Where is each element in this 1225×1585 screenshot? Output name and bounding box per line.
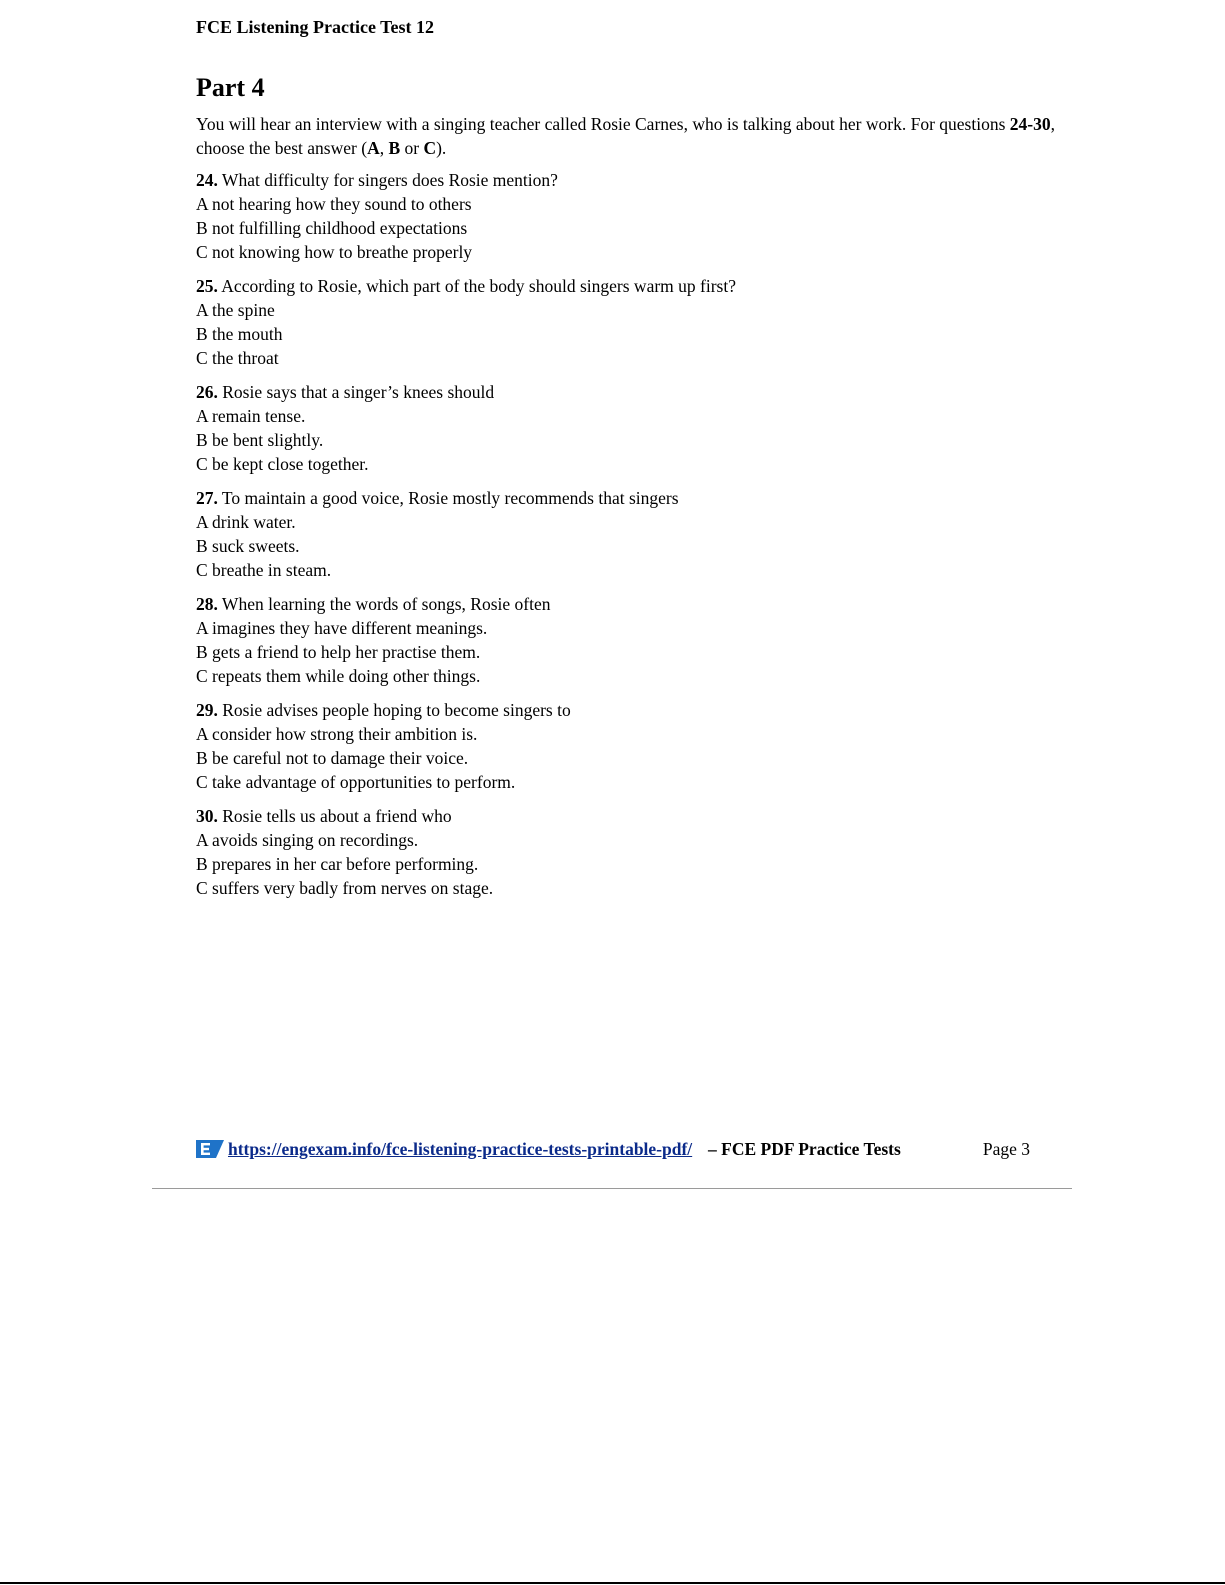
question-text: According to Rosie, which part of the body should singers warm up first? [217, 276, 736, 296]
question-text: When learning the words of songs, Rosie often [217, 594, 551, 614]
question-25 [196, 274, 1056, 370]
page-bottom-edge [0, 1582, 1225, 1584]
intro-separator-1: , [379, 138, 389, 158]
question-text: To maintain a good voice, Rosie mostly recommends that singers [217, 488, 679, 508]
option-a: A remain tense. [196, 406, 306, 426]
intro-question-range: 24-30 [1009, 114, 1051, 134]
intro-option-a: A [367, 138, 380, 158]
part-title: Part 4 [196, 73, 265, 102]
document-header-title: FCE Listening Practice Test 12 [196, 17, 434, 37]
option-c: C suffers very badly from nerves on stage. [196, 878, 494, 898]
question-27 [196, 486, 1056, 582]
intro-text-1: You will hear an interview with a singing teacher called Rosie Carnes, who is talking about her work. For questions [196, 114, 1010, 134]
intro-text-2: , choose the best answer ( [196, 114, 1055, 158]
footer-tagline: – FCE PDF Practice Tests [708, 1139, 901, 1159]
option-c: C repeats them while doing other things. [196, 666, 481, 686]
engexam-logo-icon [196, 1140, 224, 1158]
question-number: 28. [196, 594, 218, 614]
question-text: What difficulty for singers does Rosie mention? [217, 170, 558, 190]
page-number: Page 3 [982, 1139, 1030, 1159]
option-b: B prepares in her car before performing. [196, 854, 479, 874]
page-divider [152, 1188, 1072, 1189]
option-b: B gets a friend to help her practise them. [196, 642, 481, 662]
footer-link[interactable]: https://engexam.info/fce-listening-practice-tests-printable-pdf/ [228, 1139, 693, 1159]
option-c: C not knowing how to breathe properly [196, 242, 473, 262]
option-a: A drink water. [196, 512, 296, 532]
intro-separator-2: or [400, 138, 424, 158]
option-b: B the mouth [196, 324, 283, 344]
option-b: B be bent slightly. [196, 430, 324, 450]
option-a: A imagines they have different meanings. [196, 618, 488, 638]
question-number: 27. [196, 488, 218, 508]
part-intro [196, 112, 1056, 160]
option-a: A consider how strong their ambition is. [196, 724, 478, 744]
question-number: 25. [196, 276, 218, 296]
question-number: 29. [196, 700, 218, 720]
intro-option-b: B [388, 138, 401, 158]
question-number: 30. [196, 806, 218, 826]
option-a: A the spine [196, 300, 275, 320]
option-b: B suck sweets. [196, 536, 300, 556]
option-c: C the throat [196, 348, 279, 368]
option-c: C breathe in steam. [196, 560, 332, 580]
question-number: 24. [196, 170, 218, 190]
document-body [196, 70, 1056, 910]
question-26 [196, 380, 1056, 476]
option-a: A avoids singing on recordings. [196, 830, 419, 850]
question-text: Rosie says that a singer’s knees should [217, 382, 495, 402]
option-a: A not hearing how they sound to others [196, 194, 472, 214]
intro-text-3: ). [436, 138, 447, 158]
question-28 [196, 592, 1056, 688]
question-text: Rosie advises people hoping to become singers to [217, 700, 571, 720]
question-24 [196, 168, 1056, 264]
option-b: B not fulfilling childhood expectations [196, 218, 468, 238]
question-number: 26. [196, 382, 218, 402]
option-c: C take advantage of opportunities to perform. [196, 772, 516, 792]
question-29 [196, 698, 1056, 794]
question-30 [196, 804, 1056, 900]
intro-option-c: C [423, 138, 437, 158]
page-footer [196, 1137, 1030, 1161]
option-b: B be careful not to damage their voice. [196, 748, 469, 768]
option-c: C be kept close together. [196, 454, 369, 474]
question-text: Rosie tells us about a friend who [217, 806, 452, 826]
